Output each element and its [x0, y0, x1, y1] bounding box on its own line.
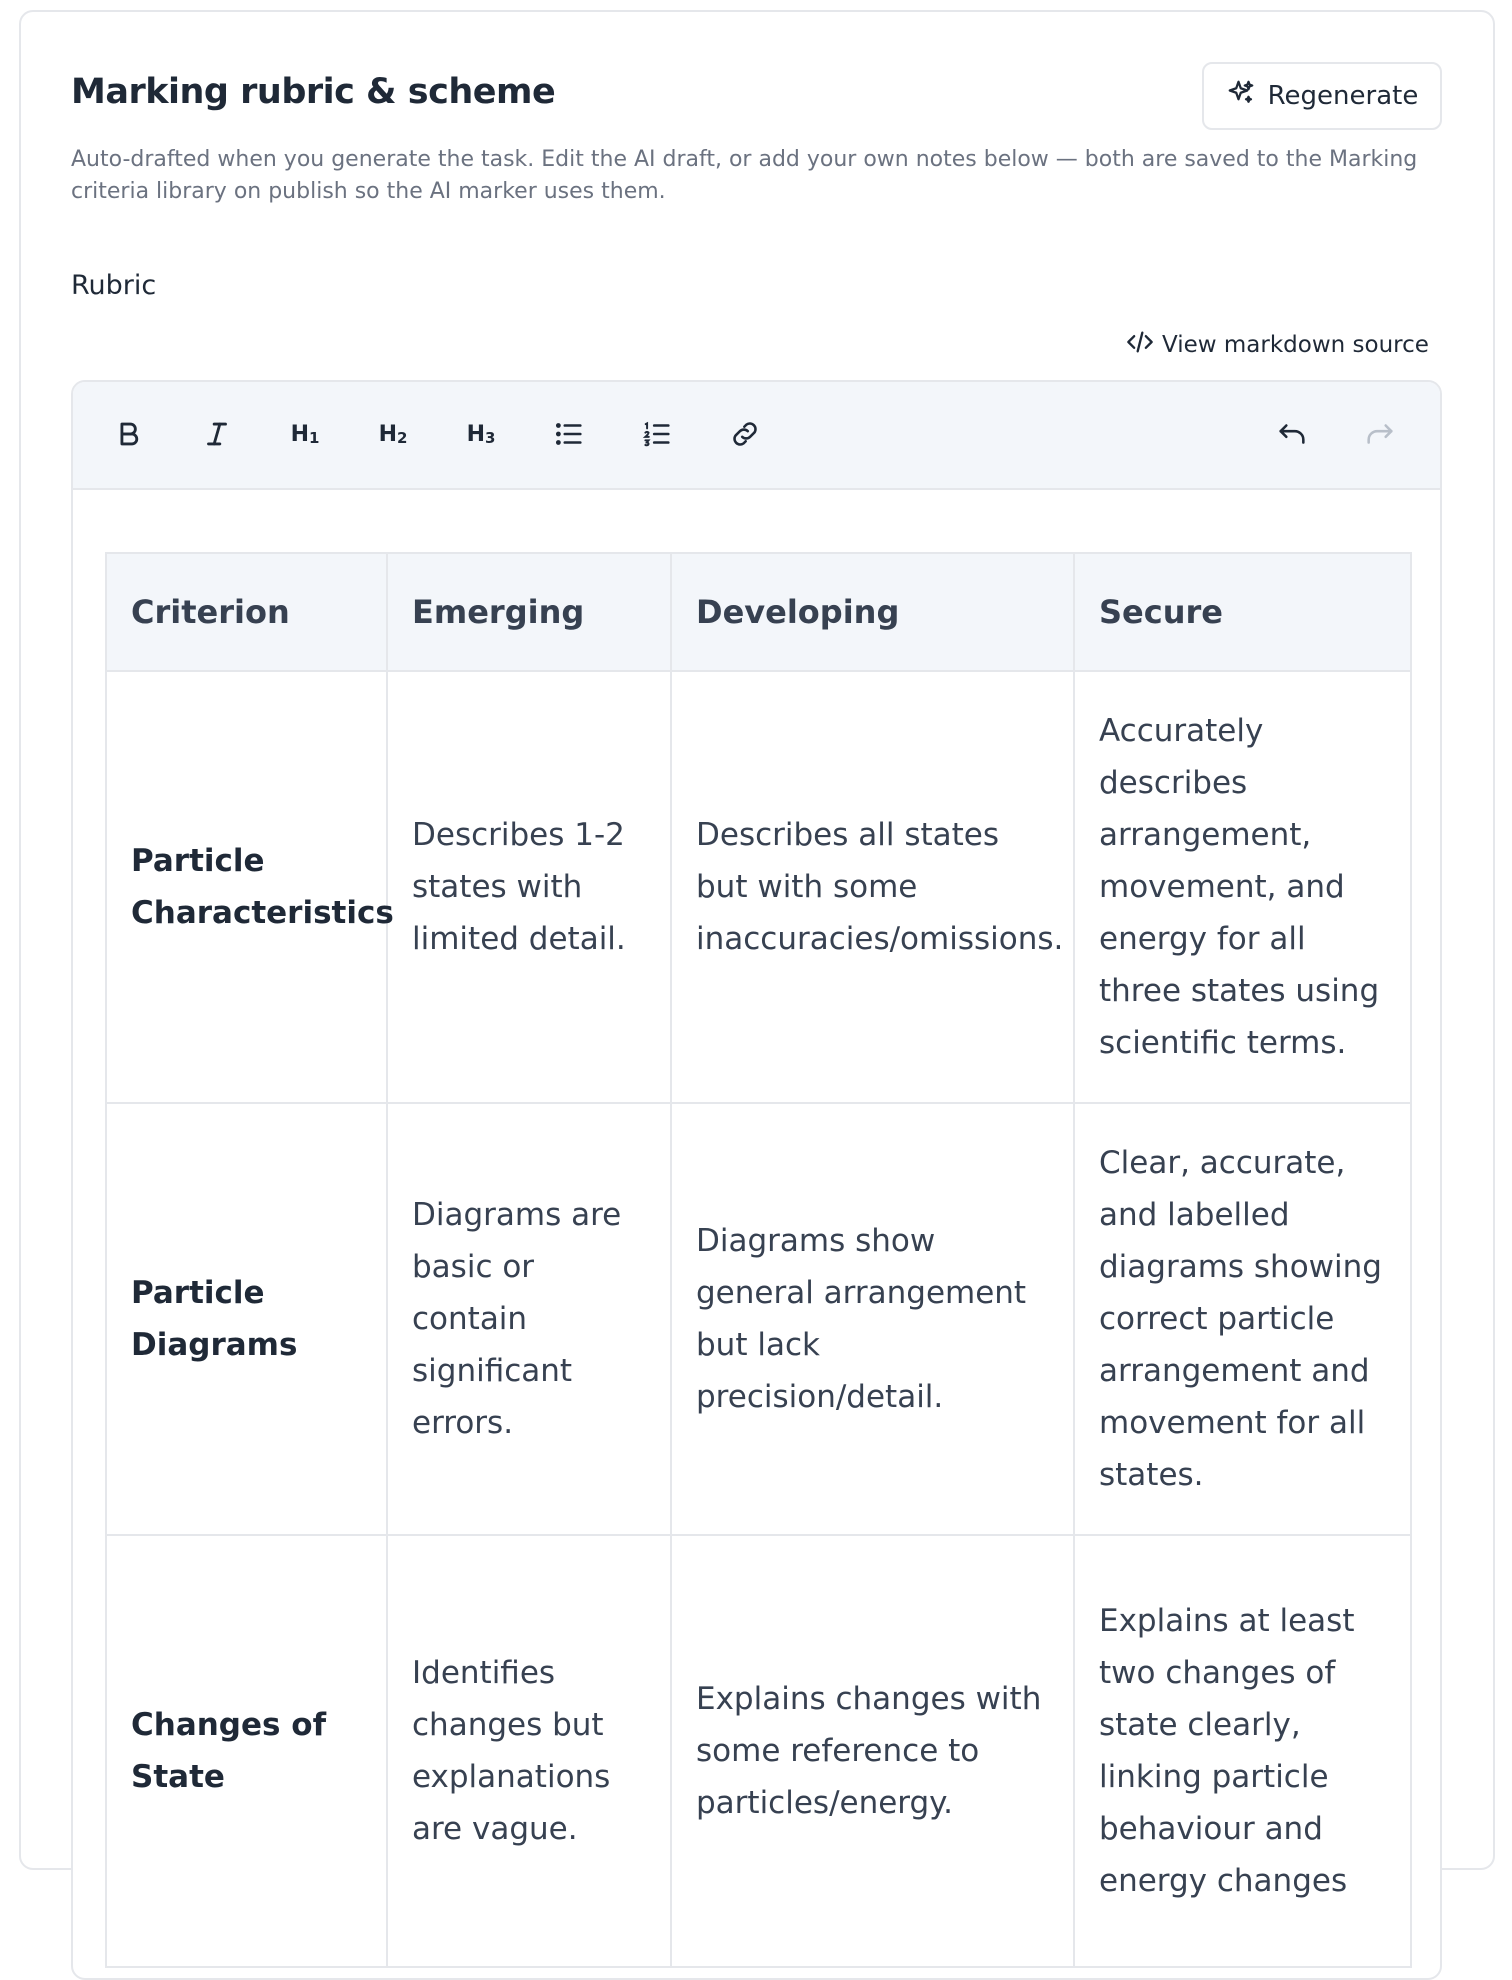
rubric-table: [105, 552, 1412, 1968]
developing-cell[interactable]: Explains changes with some reference to particles/energy.: [671, 1535, 1074, 1967]
criterion-cell[interactable]: Particle Characteristics: [106, 671, 387, 1103]
heading-1-button[interactable]: [277, 406, 333, 462]
bold-icon: [112, 417, 146, 451]
editor-toolbar: [73, 382, 1440, 490]
table-header-row: [106, 553, 1411, 671]
emerging-cell[interactable]: Diagrams are basic or contain significant errors.: [387, 1103, 671, 1535]
table-row: [106, 1103, 1411, 1535]
secure-cell[interactable]: Accurately describes arrangement, movement, and energy for all three states using scientific terms.: [1074, 671, 1411, 1103]
link-icon: [728, 417, 762, 451]
view-markdown-source-link[interactable]: [1126, 328, 1429, 362]
column-header-emerging: Emerging: [387, 553, 671, 671]
view-markdown-source-label: View markdown source: [1162, 332, 1429, 358]
criterion-cell[interactable]: Particle Diagrams: [106, 1103, 387, 1535]
link-button[interactable]: [717, 406, 773, 462]
secure-cell[interactable]: Explains at least two changes of state clearly, linking particle behaviour and energy changes: [1074, 1535, 1411, 1967]
heading-3-button[interactable]: [453, 406, 509, 462]
column-header-developing: Developing: [671, 553, 1074, 671]
redo-icon: [1363, 417, 1397, 451]
sparkle-icon: [1226, 78, 1256, 115]
bold-button[interactable]: [101, 406, 157, 462]
page-title: Marking rubric & scheme: [71, 72, 556, 112]
secure-cell[interactable]: Clear, accurate, and labelled diagrams showing correct particle arrangement and movement for all states.: [1074, 1103, 1411, 1535]
italic-icon: [200, 417, 234, 451]
undo-icon: [1275, 417, 1309, 451]
developing-cell[interactable]: Diagrams show general arrangement but lack precision/detail.: [671, 1103, 1074, 1535]
ordered-list-button[interactable]: [629, 406, 685, 462]
heading-2-icon: $H_2$: [378, 421, 408, 447]
rubric-label: Rubric: [71, 270, 157, 301]
emerging-cell[interactable]: Identifies changes but explanations are vague.: [387, 1535, 671, 1967]
heading-3-icon: $H_3$: [466, 421, 496, 447]
redo-button[interactable]: [1352, 406, 1408, 462]
emerging-cell[interactable]: Describes 1-2 states with limited detail.: [387, 671, 671, 1103]
regenerate-label: Regenerate: [1267, 81, 1419, 111]
rich-text-editor[interactable]: [71, 380, 1442, 1980]
bullet-list-icon: [552, 417, 586, 451]
table-row: [106, 1535, 1411, 1967]
heading-1-icon: $H_1$: [290, 421, 320, 447]
column-header-secure: Secure: [1074, 553, 1411, 671]
ordered-list-icon: [640, 417, 674, 451]
table-row: [106, 671, 1411, 1103]
heading-2-button[interactable]: [365, 406, 421, 462]
italic-button[interactable]: [189, 406, 245, 462]
rubric-card: [19, 10, 1495, 1899]
description: Auto-drafted when you generate the task. Edit the AI draft, or add your own notes below — both are saved to the Marking criteria library on publish so the AI marker uses them.: [71, 147, 1418, 204]
column-header-criterion: Criterion: [106, 553, 387, 671]
criterion-cell[interactable]: Changes of State: [106, 1535, 387, 1967]
bullet-list-button[interactable]: [541, 406, 597, 462]
undo-button[interactable]: [1264, 406, 1320, 462]
developing-cell[interactable]: Describes all states but with some inaccuracies/omissions.: [671, 671, 1074, 1103]
regenerate-button[interactable]: [1202, 62, 1442, 130]
code-icon: [1126, 328, 1154, 362]
